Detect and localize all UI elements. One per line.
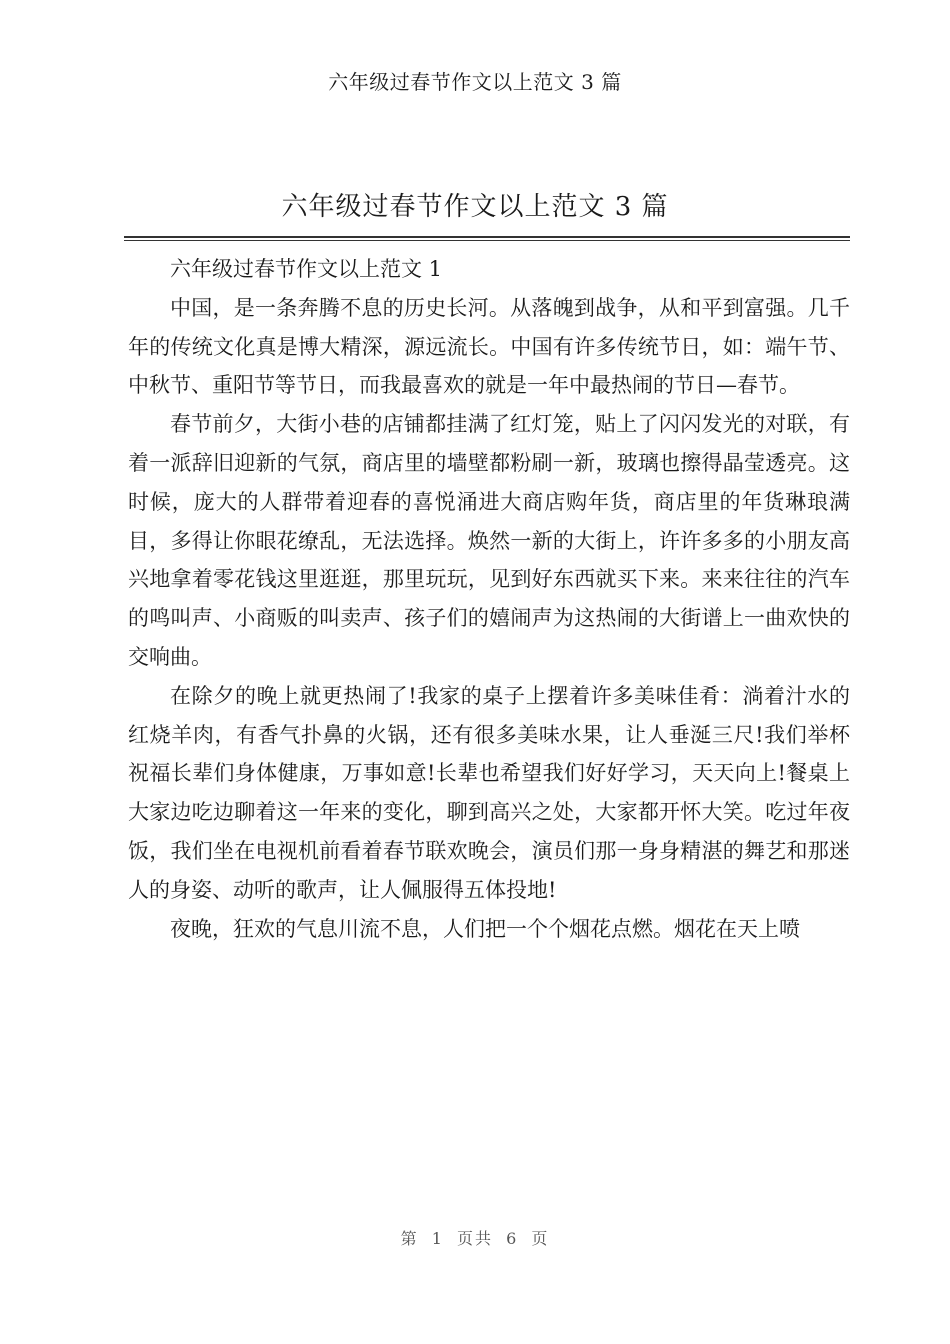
section-title: 六年级过春节作文以上范文 1	[170, 257, 443, 281]
document-body	[128, 250, 850, 948]
paragraph: 中国，是一条奔腾不息的历史长河。从落魄到战争，从和平到富强。几千年的传统文化真是博大精深，源远流长。中国有许多传统节日，如：端午节、中秋节、重阳节等节日，而我最喜欢的就是一年中最热闹的节日—春节。	[128, 295, 850, 398]
running-header: 六年级过春节作文以上范文 3 篇	[328, 70, 622, 94]
page-number: 第 1 页共 6 页	[400, 1229, 550, 1248]
title-divider	[124, 236, 850, 241]
document-title: 六年级过春节作文以上范文 3 篇	[281, 192, 669, 222]
paragraph: 夜晚，狂欢的气息川流不息，人们把一个个烟花点燃。烟花在天上喷	[170, 916, 800, 941]
paragraph: 春节前夕，大街小巷的店铺都挂满了红灯笼，贴上了闪闪发光的对联，有着一派辞旧迎新的气氛，商店里的墙壁都粉刷一新，玻璃也擦得晶莹透亮。这时候，庞大的人群带着迎春的喜悦涌进大商店购年货，商店里的年货琳琅满目，多得让你眼花缭乱，无法选择。焕然一新的大街上，许许多多的小朋友高兴地拿着零花钱这里逛逛，那里玩玩，见到好东西就买下来。来来往往的汽车的鸣叫声、小商贩的叫卖声、孩子们的嬉闹声为这热闹的大街谱上一曲欢快的交响曲。	[128, 412, 850, 669]
paragraph: 在除夕的晚上就更热闹了!我家的桌子上摆着许多美味佳肴：淌着汁水的红烧羊肉，有香气扑鼻的火锅，还有很多美味水果，让人垂涎三尺!我们举杯祝福长辈们身体健康，万事如意!长辈也希望我们好好学习，天天向上!餐桌上大家边吃边聊着这一年来的变化，聊到高兴之处，大家都开怀大笑。吃过年夜饭，我们坐在电视机前看着春节联欢晚会，演员们那一身身精湛的舞艺和那迷人的身姿、动听的歌声，让人佩服得五体投地!	[128, 683, 850, 902]
